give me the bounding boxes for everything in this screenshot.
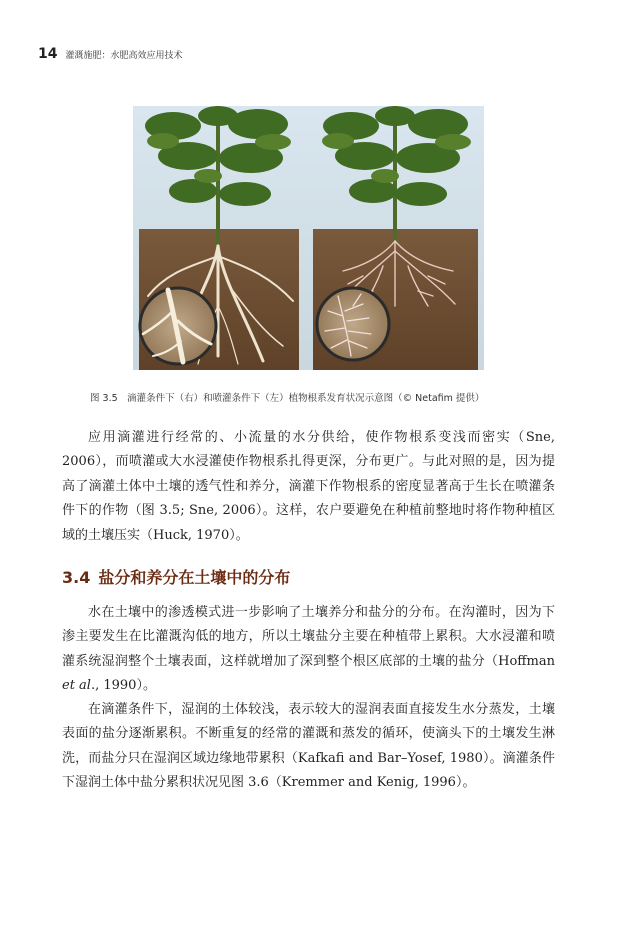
section-number: 3.4 <box>62 568 91 587</box>
paragraph-text: 水在土壤中的渗透模式进一步影响了土壤养分和盐分的分布。在沟灌时，因为下渗主要发生在比灌溉沟低的地方，所以土壤盐分主要在种植带上累积。大水浸灌和喷灌系统湿润整个土壤表面，这样就增加了深到整个根区底部的土壤的盐分（Hoffman <box>62 605 555 669</box>
italic-text: et al <box>62 678 91 694</box>
page-number: 14 <box>38 46 58 62</box>
running-header <box>38 46 183 62</box>
section-heading <box>62 565 290 588</box>
body-paragraph <box>62 601 555 699</box>
left-plant-illustration <box>139 106 299 370</box>
paragraph-text: ., 1990）。 <box>90 678 156 694</box>
body-paragraph: 在滴灌条件下，湿润的土体较浅，表示较大的湿润表面直接发生水分蒸发，土壤表面的盐分逐渐累积。不断重复的经常的灌溉和蒸发的循环，使滴头下的土壤发生淋洗，而盐分只在湿润区域边缘地带累积（Kafkafi and Bar–Yosef, 1980）。滴灌条件下湿润土体中盐分累积状况见图 3.6（Kremmer and Kenig, 1996）。 <box>62 702 555 791</box>
figure-caption: 图 3.5 滴灌条件下（右）和喷灌条件下（左）植物根系发育状况示意图（© Netafim 提供） <box>90 393 485 404</box>
root-illustration <box>133 106 484 370</box>
body-paragraph: 应用滴灌进行经常的、小流量的水分供给，使作物根系变浅而密实（Sne, 2006），而喷灌或大水浸灌使作物根系扎得更深，分布更广。与此对照的是，因为提高了滴灌土体中土壤的透气性和养分，滴灌下作物根系的密度显著高于生长在喷灌条件下的作物（图 3.5; Sne, 2006）。这样，农户要避免在种植前整地时将作物种植区域的土壤压实（Huck, 1970）。 <box>62 430 555 543</box>
running-title: 灌溉施肥：水肥高效应用技术 <box>65 51 183 61</box>
right-plant-illustration <box>313 106 478 370</box>
section-title: 盐分和养分在土壤中的分布 <box>98 568 291 587</box>
